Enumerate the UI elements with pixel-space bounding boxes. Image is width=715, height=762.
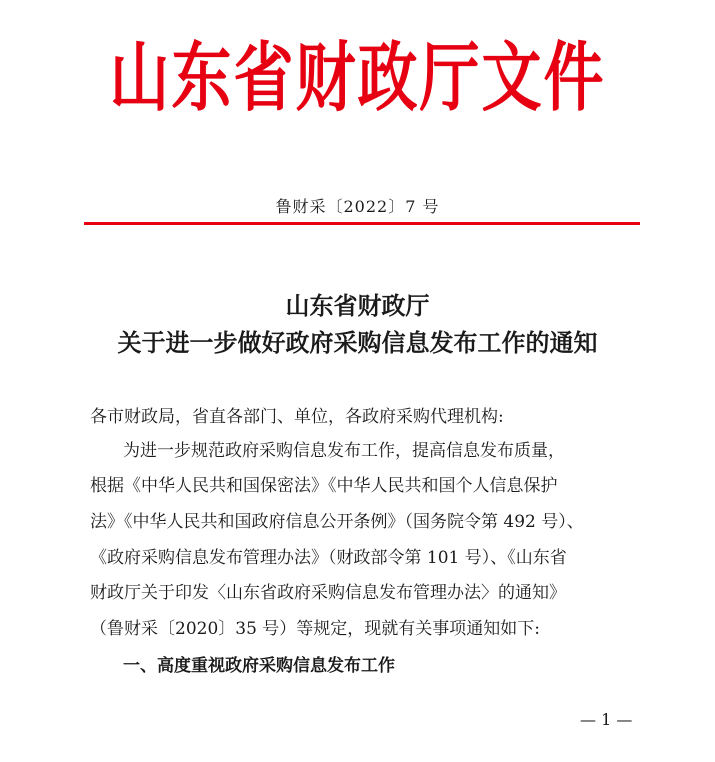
- body-line-1: 为进一步规范政府采购信息发布工作，提高信息发布质量，: [123, 441, 565, 461]
- document-header-title: 山东省财政厅文件: [109, 34, 606, 122]
- body-line-4: 《政府采购信息发布管理办法》（财政部令第 101 号）、《山东省: [90, 548, 567, 568]
- notice-title-line-2: 关于进一步做好政府采购信息发布工作的通知: [117, 328, 598, 357]
- body-line-2: 根据《中华人民共和国保密法》《中华人民共和国个人信息保护: [90, 476, 558, 496]
- salutation: 各市财政局，省直各部门、单位，各政府采购代理机构:: [90, 407, 504, 427]
- page-number: — 1 —: [580, 710, 633, 729]
- notice-title-line-1: 山东省财政厅: [285, 291, 430, 320]
- body-line-3: 法》《中华人民共和国政府信息公开条例》（国务院令第 492 号）、: [90, 512, 584, 532]
- body-line-5: 财政厅关于印发〈山东省政府采购信息发布管理办法〉的通知》: [90, 583, 566, 603]
- section-heading-1: 一、高度重视政府采购信息发布工作: [123, 656, 395, 676]
- document-number: 鲁财采〔2022〕7 号: [275, 197, 440, 216]
- red-divider-line: [84, 222, 640, 225]
- body-line-6: （鲁财采〔2020〕35 号）等规定，现就有关事项通知如下:: [90, 619, 541, 639]
